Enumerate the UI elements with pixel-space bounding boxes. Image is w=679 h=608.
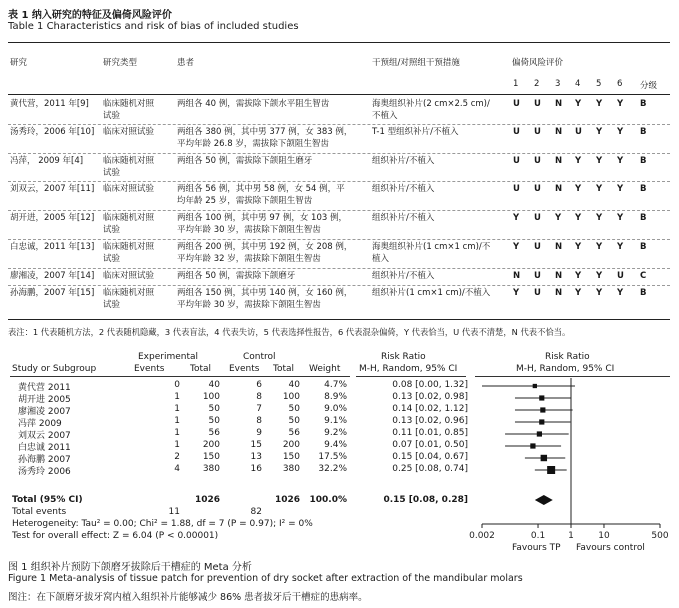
forest-total-weight: 100.0% [309, 495, 347, 505]
table-cell-bias: Y [596, 288, 603, 298]
forest-e-total: 100 [202, 392, 220, 402]
table-top-rule [8, 42, 670, 43]
table-cell-bias: U [617, 271, 624, 281]
forest-study-name: 冯萍 2009 [18, 419, 62, 429]
table-cell-type: 临床随机对照 [103, 213, 155, 223]
bias-col-header: 3 [555, 79, 561, 89]
header-bias: 偏倚风险评价 [512, 58, 564, 68]
table-cell-patients: 平均年龄 26.8 岁，需拔除下颌阻生智齿 [177, 139, 329, 149]
table-row-divider [8, 268, 670, 269]
table-cell-bias: U [513, 156, 520, 166]
table-cell-study: 胡开进，2005 年[12] [10, 213, 95, 223]
table-bottom-rule [8, 319, 670, 320]
table-row-divider [8, 153, 670, 154]
table-cell-bias: Y [617, 242, 624, 252]
table-cell-bias: Y [575, 271, 582, 281]
table-cell-study: 黄代营，2011 年[9] [10, 99, 89, 109]
forest-weight: 8.9% [324, 392, 347, 402]
table-cell-bias: U [534, 127, 541, 137]
table-cell-bias: Y [513, 242, 520, 252]
figure-title-cn: 图 1 组织补片预防下颌磨牙拔除后干槽症的 Meta 分析 [8, 562, 252, 573]
figure-note: 图注：在下颌磨牙拔牙窝内植入组织补片能够减少 86% 患者拔牙后干槽症的患病率。 [8, 592, 368, 603]
forest-e-events: 1 [174, 404, 180, 414]
table-row-divider [8, 181, 670, 182]
table-cell-bias: Y [617, 213, 624, 223]
axis-label-favours-right: Favours control [576, 543, 645, 553]
forest-ci: 0.15 [0.04, 0.67] [392, 452, 468, 462]
forest-weight: 9.0% [324, 404, 347, 414]
table-cell-patients: 平均年龄 30 岁，需拔除下颌阻生智齿 [177, 300, 321, 310]
forest-header-e-events: Events [134, 364, 165, 374]
forest-header-study: Study or Subgroup [12, 364, 97, 374]
table-cell-patients: 均年龄 25 岁，需拔除下颌阻生智齿 [177, 196, 313, 206]
forest-header-rr2: Risk Ratio [545, 352, 590, 362]
table-cell-bias: N [555, 271, 563, 281]
table-cell-bias: Y [575, 99, 582, 109]
table-cell-bias: B [640, 213, 647, 223]
forest-e-total: 50 [208, 404, 220, 414]
table-cell-bias: N [555, 184, 563, 194]
table-cell-bias: U [534, 242, 541, 252]
forest-c-events: 15 [250, 440, 262, 450]
forest-header-rr-sub: M-H, Random, 95% CI [359, 364, 458, 374]
study-point [537, 431, 542, 436]
x-tick-label: 500 [651, 531, 669, 541]
table-cell-bias: Y [513, 213, 520, 223]
table-cell-type: 临床随机对照 [103, 288, 155, 298]
forest-e-total: 200 [202, 440, 220, 450]
forest-total-events-c: 82 [250, 507, 262, 517]
table-cell-patients: 两组各 100 例，其中男 97 例，女 103 例， [177, 213, 347, 223]
forest-rule-right [475, 376, 670, 377]
forest-header-weight: Weight [309, 364, 341, 374]
table-cell-bias: Y [596, 127, 603, 137]
table-cell-patients: 平均年龄 30 岁，需拔除下颌阻生智齿 [177, 225, 321, 235]
table-cell-patients: 两组各 56 例，其中男 58 例，女 54 例，平 [177, 184, 345, 194]
forest-ci: 0.07 [0.01, 0.50] [392, 440, 468, 450]
table-cell-bias: C [640, 271, 647, 281]
table-cell-intervention: 组织补片/不植入 [372, 271, 435, 281]
table-cell-type: 临床对照试验 [103, 184, 155, 194]
forest-header-c-events: Events [229, 364, 260, 374]
table-row-divider [8, 124, 670, 125]
table-cell-bias: Y [617, 99, 624, 109]
forest-total-e-total: 1026 [194, 495, 220, 505]
forest-e-events: 1 [174, 440, 180, 450]
forest-c-total: 380 [282, 464, 300, 474]
forest-header-experimental: Experimental [138, 352, 199, 362]
forest-c-total: 56 [288, 428, 300, 438]
table-cell-bias: N [555, 288, 563, 298]
forest-study-name: 廖湘凌 2007 [18, 407, 71, 417]
table-title-en: Table 1 Characteristics and risk of bias of included studies [8, 21, 299, 32]
axis-label-favours-left: Favours TP [512, 543, 561, 553]
table-note: 表注：1 代表随机方法，2 代表随机隐藏，3 代表盲法，4 代表失访，5 代表选择性报告，6 代表混杂偏倚，Y 代表恰当，U 代表不清楚，N 代表不恰当。 [8, 327, 571, 337]
forest-e-events: 2 [174, 452, 180, 462]
forest-header-control: Control [243, 352, 276, 362]
forest-rule-left [10, 376, 350, 377]
table-cell-patients: 两组各 150 例，其中男 140 例，女 160 例， [177, 288, 353, 298]
table-cell-type: 临床随机对照 [103, 99, 155, 109]
table-cell-bias: N [555, 156, 563, 166]
table-cell-bias: Y [575, 288, 582, 298]
forest-total-label: Total (95% CI) [12, 495, 83, 505]
forest-e-events: 1 [174, 416, 180, 426]
table-cell-bias: Y [617, 127, 624, 137]
forest-header-c-total: Total [273, 364, 295, 374]
forest-header-e-total: Total [190, 364, 212, 374]
bias-col-header: 5 [596, 79, 602, 89]
forest-c-events: 8 [256, 416, 262, 426]
table-cell-patients: 两组各 50 例，需拔除下颌磨牙 [177, 271, 296, 281]
forest-study-name: 汤秀玲 2006 [18, 467, 71, 477]
study-point [539, 419, 544, 424]
forest-c-total: 150 [282, 452, 300, 462]
forest-c-events: 7 [256, 404, 262, 414]
table-cell-bias: N [555, 242, 563, 252]
table-cell-bias: U [513, 127, 520, 137]
table-cell-bias: Y [596, 271, 603, 281]
study-point [533, 384, 537, 388]
table-cell-bias: U [575, 127, 582, 137]
forest-e-events: 4 [174, 464, 180, 474]
forest-weight: 4.7% [324, 380, 347, 390]
forest-study-name: 胡开进 2005 [18, 395, 71, 405]
forest-e-total: 40 [208, 380, 220, 390]
forest-c-events: 6 [256, 380, 262, 390]
forest-total-events-label: Total events [12, 507, 67, 517]
table-cell-bias: B [640, 242, 647, 252]
table-cell-bias: U [534, 288, 541, 298]
table-cell-bias: N [555, 99, 563, 109]
table-cell-intervention: 组织补片/不植入 [372, 184, 435, 194]
forest-e-events: 1 [174, 392, 180, 402]
forest-total-ci: 0.15 [0.08, 0.28] [383, 495, 468, 505]
x-tick-label: 10 [598, 531, 610, 541]
x-tick-label: 1 [568, 531, 574, 541]
table-row-divider [8, 239, 670, 240]
table-cell-bias: Y [596, 213, 603, 223]
table-cell-bias: B [640, 127, 647, 137]
forest-total-events-e: 11 [168, 507, 180, 517]
table-cell-intervention: 组织补片(1 cm×1 cm)/不植入 [372, 288, 491, 298]
bias-col-header: 分级 [640, 81, 658, 91]
forest-ci: 0.08 [0.00, 1.32] [392, 380, 468, 390]
table-cell-bias: N [555, 127, 563, 137]
pooled-diamond [535, 495, 553, 505]
table-cell-intervention: 不植入 [372, 111, 398, 121]
table-cell-bias: Y [617, 156, 624, 166]
table-cell-bias: Y [575, 156, 582, 166]
table-cell-bias: U [534, 156, 541, 166]
table-cell-type: 试验 [103, 168, 121, 178]
table-cell-study: 廖湘凌，2007 年[14] [10, 271, 95, 281]
table-cell-type: 试验 [103, 300, 121, 310]
table-cell-study: 刘双云，2007 年[11] [10, 184, 95, 194]
bias-col-header: 1 [513, 79, 519, 89]
table-title-cn: 表 1 纳入研究的特征及偏倚风险评价 [8, 10, 172, 21]
forest-header-rr: Risk Ratio [381, 352, 426, 362]
table-cell-bias: Y [513, 288, 520, 298]
table-header-rule [8, 94, 670, 95]
table-cell-bias: U [534, 184, 541, 194]
figure-title-en: Figure 1 Meta-analysis of tissue patch for prevention of dry socket after extraction of the mandibular molars [8, 573, 523, 584]
table-cell-intervention: 海奥组织补片(1 cm×1 cm)/不 [372, 242, 491, 252]
table-cell-bias: B [640, 99, 647, 109]
forest-e-total: 150 [202, 452, 220, 462]
table-cell-type: 试验 [103, 111, 121, 121]
forest-total-c-total: 1026 [274, 495, 300, 505]
bias-col-header: 4 [575, 79, 581, 89]
table-cell-bias: Y [575, 242, 582, 252]
study-point [539, 395, 544, 400]
forest-weight: 9.4% [324, 440, 347, 450]
x-tick-label: 0.002 [469, 531, 495, 541]
table-cell-type: 临床随机对照 [103, 156, 155, 166]
forest-e-total: 56 [208, 428, 220, 438]
forest-study-name: 黄代营 2011 [18, 383, 71, 393]
forest-study-name: 白忠诚 2011 [18, 443, 71, 453]
table-cell-intervention: 海奥组织补片(2 cm×2.5 cm)/ [372, 99, 490, 109]
table-cell-patients: 平均年龄 32 岁，需拔除下颌阻生智齿 [177, 254, 321, 264]
table-cell-type: 试验 [103, 225, 121, 235]
table-cell-patients: 两组各 40 例，需拔除下颌水平阻生智齿 [177, 99, 330, 109]
forest-c-total: 50 [288, 416, 300, 426]
forest-header-rr2-sub: M-H, Random, 95% CI [516, 364, 615, 374]
table-cell-bias: N [513, 271, 521, 281]
forest-study-name: 刘双云 2007 [18, 431, 71, 441]
table-cell-intervention: 植入 [372, 254, 390, 264]
forest-c-total: 40 [288, 380, 300, 390]
table-cell-study: 冯萍， 2009 年[4] [10, 156, 84, 166]
table-cell-bias: Y [617, 184, 624, 194]
table-row-divider [8, 285, 670, 286]
bias-col-header: 2 [534, 79, 540, 89]
header-study: 研究 [10, 58, 28, 68]
forest-e-events: 1 [174, 428, 180, 438]
table-cell-patients: 两组各 50 例，需拔除下颌阻生磨牙 [177, 156, 313, 166]
forest-c-events: 13 [250, 452, 262, 462]
table-cell-study: 孙海鹏，2007 年[15] [10, 288, 95, 298]
table-cell-bias: U [534, 99, 541, 109]
forest-ci: 0.13 [0.02, 0.96] [392, 416, 468, 426]
forest-weight: 17.5% [318, 452, 347, 462]
table-cell-intervention: 组织补片/不植入 [372, 156, 435, 166]
study-point [541, 455, 547, 461]
forest-weight: 32.2% [318, 464, 347, 474]
table-cell-bias: U [513, 99, 520, 109]
table-cell-bias: B [640, 156, 647, 166]
table-cell-bias: Y [596, 99, 603, 109]
table-cell-bias: U [534, 213, 541, 223]
header-intervention: 干预组/对照组干预措施 [372, 58, 460, 68]
forest-study-name: 孙海鹏 2007 [18, 455, 71, 465]
forest-c-events: 8 [256, 392, 262, 402]
forest-overall-effect: Test for overall effect: Z = 6.04 (P < 0.00001) [12, 531, 219, 541]
table-cell-type: 临床随机对照 [103, 242, 155, 252]
table-cell-type: 临床对照试验 [103, 271, 155, 281]
table-cell-type: 临床对照试验 [103, 127, 155, 137]
table-cell-bias: Y [596, 242, 603, 252]
forest-weight: 9.2% [324, 428, 347, 438]
table-cell-bias: Y [617, 288, 624, 298]
header-patients: 患者 [177, 58, 195, 68]
study-point [547, 466, 555, 474]
study-point [540, 407, 545, 412]
forest-c-events: 16 [250, 464, 262, 474]
table-cell-study: 汤秀玲，2006 年[10] [10, 127, 95, 137]
table-cell-patients: 两组各 200 例，其中男 192 例，女 208 例， [177, 242, 353, 252]
table-cell-patients: 两组各 380 例，其中男 377 例，女 383 例， [177, 127, 353, 137]
table-cell-bias: U [513, 184, 520, 194]
study-point [530, 443, 535, 448]
forest-c-events: 9 [256, 428, 262, 438]
table-cell-bias: Y [555, 213, 562, 223]
forest-ci: 0.25 [0.08, 0.74] [392, 464, 468, 474]
x-tick-label: 0.1 [530, 531, 546, 541]
table-cell-intervention: 组织补片/不植入 [372, 213, 435, 223]
table-cell-bias: Y [575, 184, 582, 194]
table-cell-type: 试验 [103, 254, 121, 264]
table-cell-bias: B [640, 184, 647, 194]
forest-rule-middle [356, 376, 466, 377]
table-cell-bias: Y [596, 184, 603, 194]
table-cell-intervention: T-1 型组织补片/不植入 [372, 127, 459, 137]
bias-col-header: 6 [617, 79, 623, 89]
forest-c-total: 200 [282, 440, 300, 450]
header-type: 研究类型 [103, 58, 138, 68]
forest-e-events: 0 [174, 380, 180, 390]
forest-weight: 9.1% [324, 416, 347, 426]
forest-ci: 0.11 [0.01, 0.85] [392, 428, 468, 438]
table-cell-bias: Y [596, 156, 603, 166]
table-cell-bias: B [640, 288, 647, 298]
forest-c-total: 100 [282, 392, 300, 402]
table-cell-bias: U [534, 271, 541, 281]
forest-ci: 0.14 [0.02, 1.12] [392, 404, 468, 414]
forest-e-total: 380 [202, 464, 220, 474]
forest-heterogeneity: Heterogeneity: Tau² = 0.00; Chi² = 1.88, df = 7 (P = 0.97); I² = 0% [12, 519, 313, 529]
table-cell-bias: Y [575, 213, 582, 223]
table-cell-study: 白忠诚，2011 年[13] [10, 242, 95, 252]
forest-c-total: 50 [288, 404, 300, 414]
table-row-divider [8, 210, 670, 211]
forest-e-total: 50 [208, 416, 220, 426]
forest-ci: 0.13 [0.02, 0.98] [392, 392, 468, 402]
